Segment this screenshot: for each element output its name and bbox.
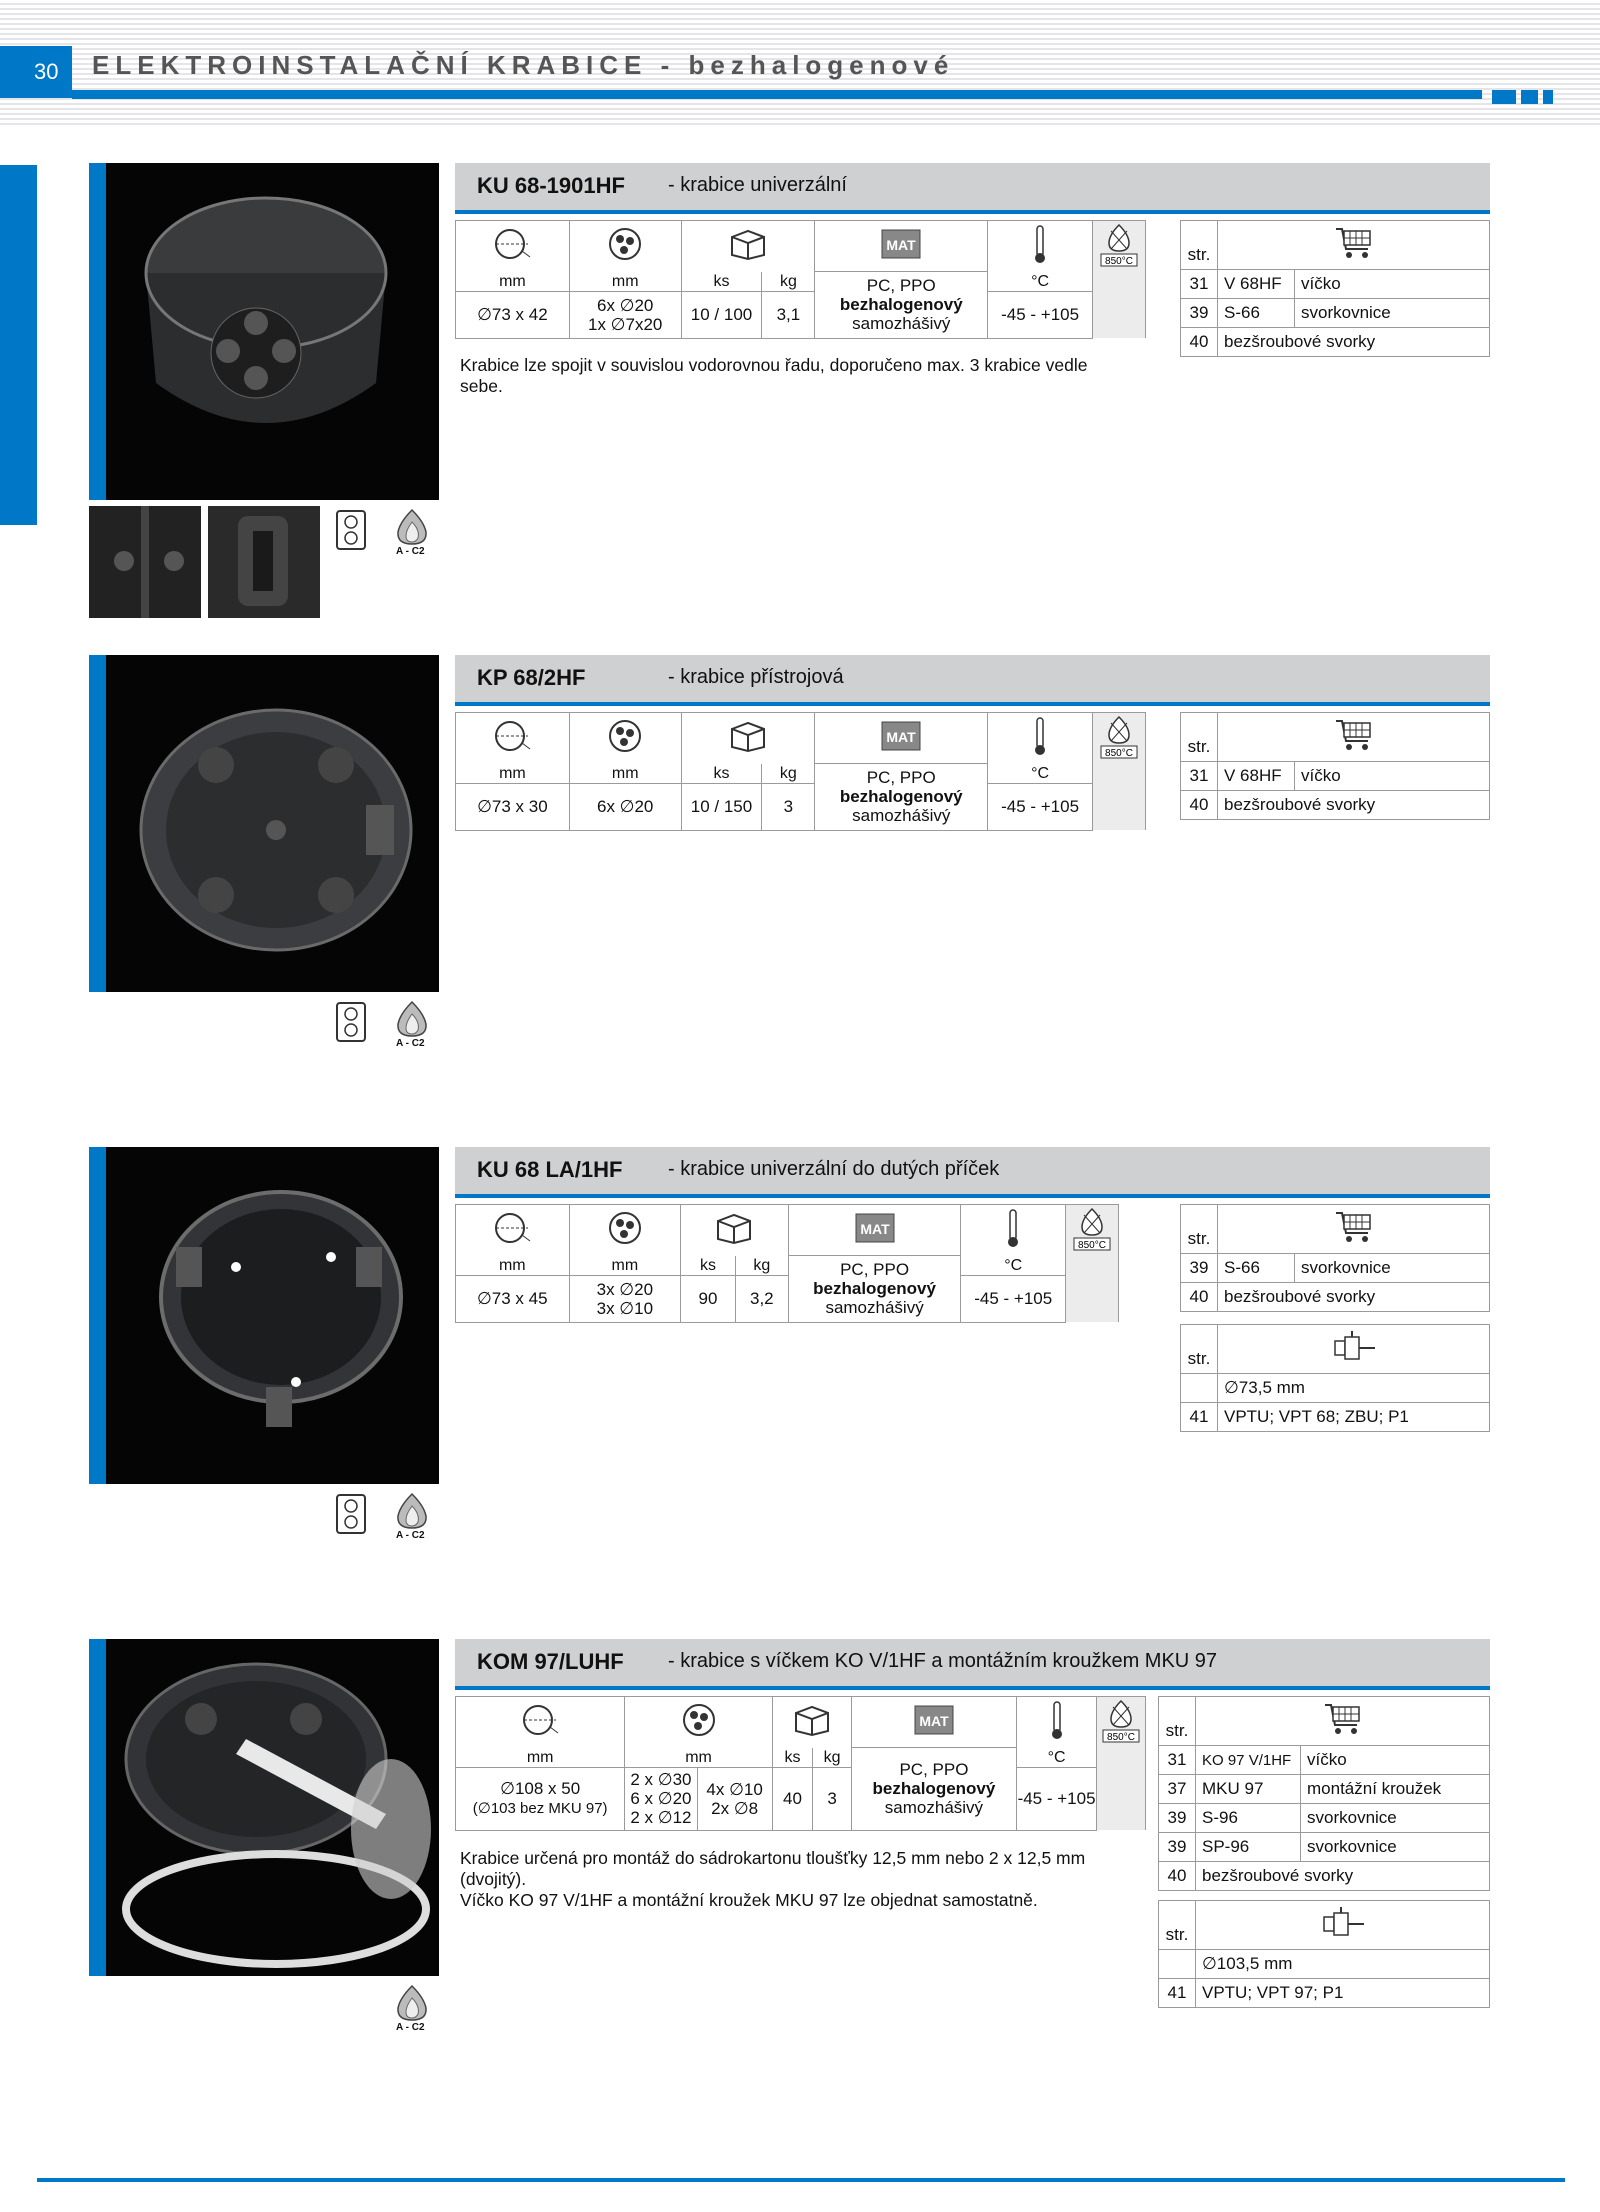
weight-value: 3,1 <box>762 291 815 338</box>
product-description: - krabice univerzální <box>668 174 847 196</box>
glow-wire-icon <box>1101 1697 1141 1749</box>
svg-text:MAT: MAT <box>919 1713 949 1729</box>
temperature-value: -45 - +105 <box>988 291 1093 338</box>
side-accent-bar <box>0 165 37 525</box>
reference-table: str. 31 V 68HF víčko 39 S-66 svorkovnice 40 bezšroubové svorky <box>1180 220 1490 357</box>
glow-wire-icon <box>1072 1205 1112 1257</box>
pieces-value: 10 / 150 <box>681 783 762 830</box>
product-code: KU 68 LA/1HF <box>477 1157 623 1182</box>
pieces-value: 10 / 100 <box>681 291 762 338</box>
drill-icon <box>1320 1905 1366 1941</box>
drill-table: str. ∅103,5 mm 41 VPTU; VPT 97; P1 <box>1158 1900 1490 2008</box>
glow-wire-icon <box>1099 221 1139 273</box>
flame-icon <box>394 508 430 551</box>
svg-text:850°C: 850°C <box>1105 748 1133 759</box>
product-header <box>455 655 1490 706</box>
diameter-icon <box>492 719 532 753</box>
weight-value: 3,2 <box>735 1275 788 1322</box>
product-photo <box>89 1147 439 1484</box>
weight-value: 3 <box>813 1767 852 1830</box>
dimension-value: ∅73 x 30 <box>456 783 570 830</box>
product-photo <box>89 1639 439 1976</box>
package-icon <box>714 1211 754 1245</box>
glow-wire-icon <box>1099 713 1139 765</box>
diameter-icon <box>492 1211 532 1245</box>
thermometer-icon <box>1033 224 1047 264</box>
dimension-value: ∅73 x 45 <box>456 1275 570 1322</box>
material-icon <box>881 229 921 259</box>
spec-table: MAT 850°C mm mm ks kg PC, PPO bezhalogenový samozhášivý °C ∅73 x 30 6x ∅20 10 / 150 3 -45 - +105 <box>455 712 1146 831</box>
svg-text:850°C: 850°C <box>1078 1240 1106 1251</box>
cart-icon <box>1334 1209 1374 1245</box>
product-code: KP 68/2HF <box>477 665 586 690</box>
product-description: - krabice přístrojová <box>668 666 844 688</box>
double-socket-icon <box>336 510 366 555</box>
reference-table: str. 31 KO 97 V/1HF víčko 37 MKU 97 montážní kroužek 39 S-96 svorkovnice 39 SP-96 svorkovnice 40 bezšroubové svorky <box>1158 1696 1490 1891</box>
product-description: - krabice univerzální do dutých příček <box>668 1158 1000 1180</box>
dimension-value: ∅73 x 42 <box>456 291 570 338</box>
dimension-value: ∅108 x 50 (∅103 bez MKU 97) <box>456 1767 625 1830</box>
product-code: KU 68-1901HF <box>477 173 625 198</box>
product-note: Krabice lze spojit v souvislou vodorovnou řadu, doporučeno max. 3 krabice vedle sebe. <box>460 355 1088 396</box>
box-illustration <box>106 1147 439 1484</box>
flame-class-label: A - C2 <box>396 1530 425 1541</box>
flame-class-label: A - C2 <box>396 546 425 557</box>
thermometer-icon <box>1033 716 1047 756</box>
page-title: ELEKTROINSTALAČNÍ KRABICE - bezhalogenové <box>92 50 955 80</box>
product-photo <box>89 655 439 992</box>
holes-icon <box>608 719 642 753</box>
diameter-icon <box>520 1703 560 1737</box>
header-square <box>1543 90 1553 104</box>
flame-class-label: A - C2 <box>396 1038 425 1049</box>
spec-table: MAT 850°C mm mm ks kg PC, PPO bezhalogenový samozhášivý °C ∅73 x 42 6x ∅20 1x ∅7x20 10 / 100 3,1 -45 - +105 <box>455 220 1146 339</box>
svg-text:MAT: MAT <box>886 729 916 745</box>
drill-icon <box>1331 1329 1377 1365</box>
page-number: 30 <box>0 46 72 98</box>
drill-table: str. ∅73,5 mm 41 VPTU; VPT 68; ZBU; P1 <box>1180 1324 1490 1432</box>
box-illustration <box>106 1639 439 1976</box>
box-illustration <box>106 655 439 992</box>
flame-icon <box>394 1492 430 1535</box>
spec-table: MAT 850°C mm mm ks kg PC, PPO bezhalogenový samozhášivý °C ∅73 x 45 3x ∅20 3x ∅10 90 3,2 -45 - +105 <box>455 1204 1119 1323</box>
svg-text:850°C: 850°C <box>1105 256 1133 267</box>
package-icon <box>792 1703 832 1737</box>
header-square <box>1521 90 1538 104</box>
material-icon <box>881 721 921 751</box>
cart-icon <box>1323 1701 1363 1737</box>
holes-icon <box>608 227 642 261</box>
cart-icon <box>1334 717 1374 753</box>
material-icon <box>855 1213 895 1243</box>
header-rule <box>72 90 1482 99</box>
footer-rule <box>37 2178 1565 2182</box>
temperature-value: -45 - +105 <box>1017 1767 1097 1830</box>
double-socket-icon <box>336 1494 366 1539</box>
flame-icon <box>394 1984 430 2027</box>
thermometer-icon <box>1006 1208 1020 1248</box>
product-note: Krabice určená pro montáž do sádrokartonu tloušťky 12,5 mm nebo 2 x 12,5 mm (dvojitý). Víčko KO 97 V/1HF a montážní kroužek MKU 97 lze objednat samostatně. <box>460 1848 1086 1910</box>
product-code: KOM 97/LUHF <box>477 1649 624 1674</box>
holes-icon <box>608 1211 642 1245</box>
detail-photo <box>208 506 320 618</box>
material-icon <box>914 1705 954 1735</box>
product-header <box>455 1147 1490 1198</box>
product-header <box>455 163 1490 214</box>
weight-value: 3 <box>762 783 815 830</box>
temperature-value: -45 - +105 <box>988 783 1093 830</box>
pieces-value: 40 <box>772 1767 813 1830</box>
header-square <box>1492 90 1516 104</box>
package-icon <box>728 719 768 753</box>
svg-text:850°C: 850°C <box>1107 1732 1136 1743</box>
double-socket-icon <box>336 1002 366 1047</box>
thermometer-icon <box>1050 1700 1064 1740</box>
holes-icon <box>682 1703 716 1737</box>
flame-class-label: A - C2 <box>396 2022 425 2033</box>
reference-table: str. 31 V 68HF víčko 40 bezšroubové svorky <box>1180 712 1490 820</box>
cart-icon <box>1334 225 1374 261</box>
pieces-value: 90 <box>681 1275 736 1322</box>
svg-text:MAT: MAT <box>886 237 916 253</box>
temperature-value: -45 - +105 <box>961 1275 1066 1322</box>
flame-icon <box>394 1000 430 1043</box>
product-photo <box>89 163 439 500</box>
spec-table: MAT 850°C mm mm ks kg PC, PPO bezhalogenový samozhášivý °C ∅108 x 50 (∅103 bez MKU 97) 2 x ∅30 6 x ∅20 2 x ∅12 4x ∅10 2x ∅8 40 3 -45 - +105 <box>455 1696 1146 1831</box>
svg-text:MAT: MAT <box>859 1221 890 1237</box>
product-description: - krabice s víčkem KO V/1HF a montážním kroužkem MKU 97 <box>668 1650 1218 1672</box>
diameter-icon <box>492 227 532 261</box>
package-icon <box>728 227 768 261</box>
box-illustration <box>106 163 439 500</box>
detail-photo <box>89 506 201 618</box>
reference-table: str. 39 S-66 svorkovnice 40 bezšroubové svorky <box>1180 1204 1490 1312</box>
product-header <box>455 1639 1490 1690</box>
